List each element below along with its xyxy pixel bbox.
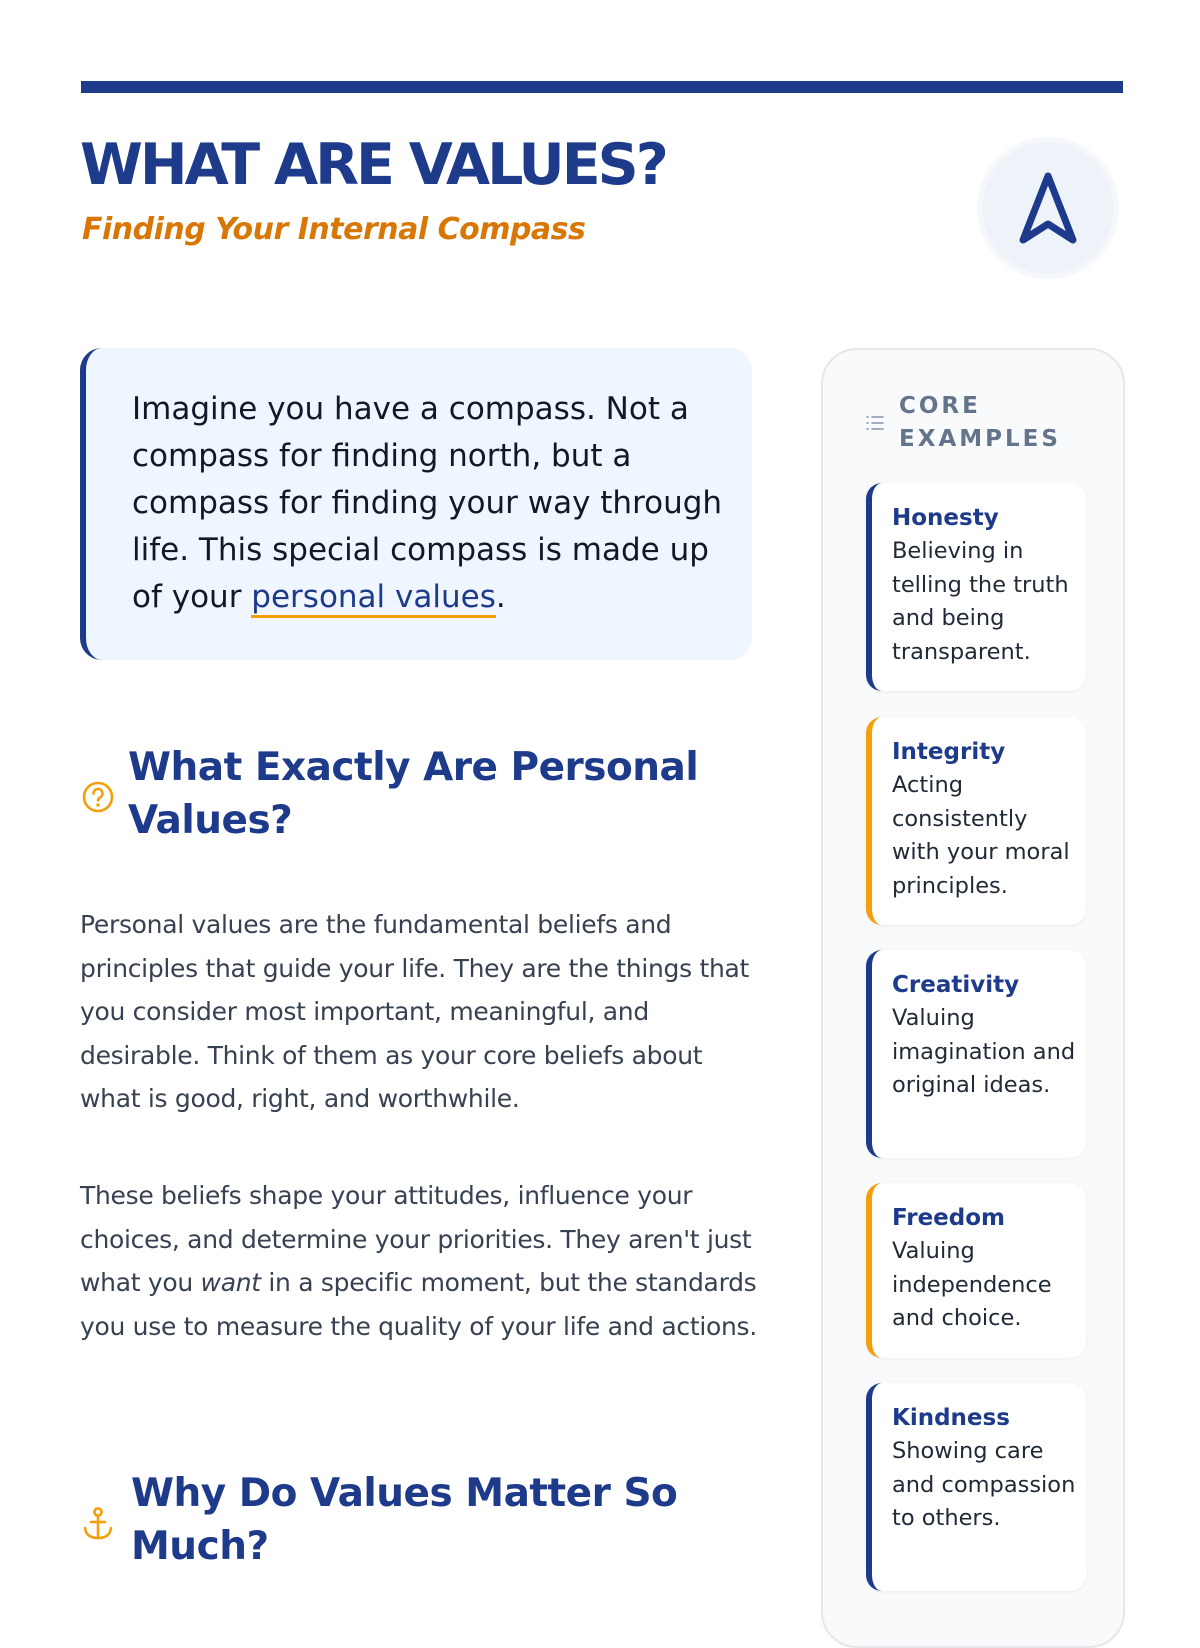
value-card-name: Kindness	[892, 1405, 1010, 1431]
value-card-description: Valuing imagination and original ideas.	[892, 1005, 1076, 1098]
body-paragraph-2-start: These beliefs shape your attitudes, influence your choices, and determine your priorities. They aren't just what you	[80, 1181, 752, 1297]
navigation-arrow-icon	[982, 142, 1114, 274]
sidebar-title: CORE EXAMPLES	[899, 393, 1061, 452]
value-card-freedom	[866, 1183, 1086, 1358]
value-card-description: Believing in telling the truth and being transparent.	[892, 538, 1069, 665]
emphasis-want: want	[200, 1268, 261, 1297]
value-card-description: Valuing independence and choice.	[892, 1238, 1052, 1331]
value-card-name: Integrity	[892, 739, 1006, 765]
value-card-description: Acting consistently with your moral principles.	[892, 772, 1070, 899]
intro-text	[132, 386, 732, 621]
intro-callout	[80, 348, 752, 660]
value-card-integrity	[866, 717, 1086, 925]
value-card-name: Freedom	[892, 1205, 1006, 1231]
intro-text-end: .	[495, 579, 506, 615]
list-icon	[865, 414, 885, 432]
section-heading-what-are-values: What Exactly Are Personal Values?	[128, 745, 699, 843]
value-card-name: Creativity	[892, 972, 1020, 998]
page-title: WHAT ARE VALUES?	[80, 132, 666, 198]
core-examples-sidebar	[821, 348, 1125, 1648]
value-card-creativity	[866, 950, 1086, 1158]
personal-values-link[interactable]: personal values	[251, 579, 496, 618]
top-rule	[81, 81, 1123, 93]
body-paragraph-2-end: in a specific moment, but the standards you use to measure the quality of your life and actions.	[80, 1268, 757, 1341]
section-heading-why-values-matter: Why Do Values Matter So Much?	[131, 1471, 678, 1569]
question-circle-icon	[81, 780, 115, 814]
anchor-icon	[81, 1506, 115, 1542]
intro-text-start: Imagine you have a compass. Not a compass for finding north, but a compass for finding your way through life. This special compass is made up of your	[132, 391, 723, 615]
page-subtitle: Finding Your Internal Compass	[82, 212, 586, 247]
value-card-honesty	[866, 483, 1086, 691]
body-paragraph-2	[80, 1174, 760, 1348]
value-card-kindness	[866, 1383, 1086, 1591]
value-card-name: Honesty	[892, 505, 999, 531]
value-card-description: Showing care and compassion to others.	[892, 1438, 1076, 1531]
compass-badge	[982, 142, 1114, 274]
body-paragraph-1: Personal values are the fundamental beliefs and principles that guide your life. They are the things that you consider most important, meaningful, and desirable. Think of them as your core beliefs about what is good, right, and worthwhile.	[80, 910, 750, 1113]
